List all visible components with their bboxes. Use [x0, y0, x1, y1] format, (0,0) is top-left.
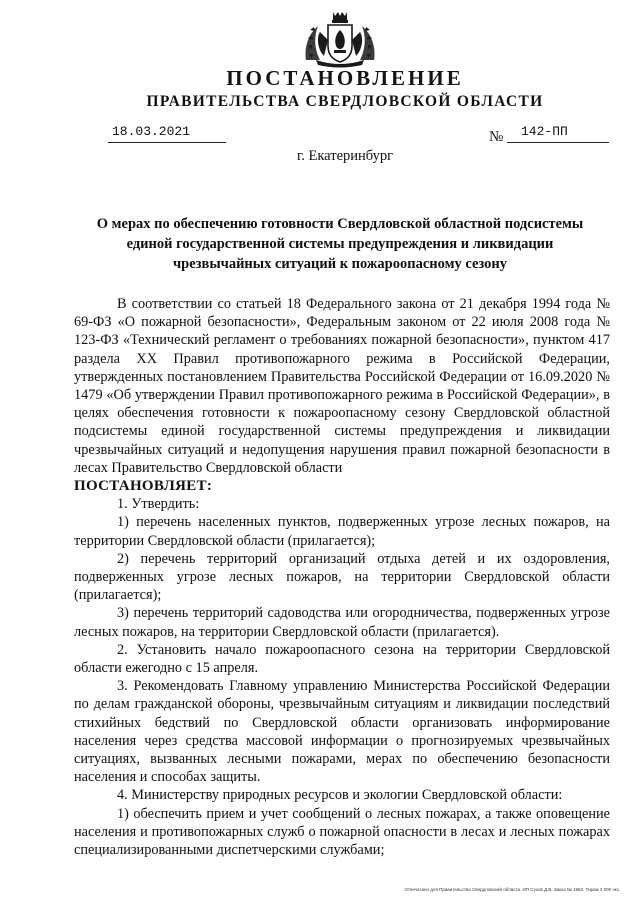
heading-line: чрезвычайных ситуаций к пожароопасному сезону — [172, 256, 508, 272]
heading-line: О мерах по обеспечению готовности Свердловской областной подсистемы — [96, 216, 584, 232]
number-sign: № — [489, 129, 504, 145]
preamble-paragraph: В соответствии со статьей 18 Федерального закона от 21 декабря 1994 года № 69-ФЗ «О пожарной безопасности», Федеральным законом от 22 июля 2008 года № 123-ФЗ «Технический регламент о требованиях пожарной безопасности», пунктом 417 раздела XX Правил противопожарного режима в Российской Федерации, утвержденных постановлением Правительства Российской Федерации от 16.09.2020 № 1479 «Об утверждении Правил противопожарного режима в Российской Федерации», в целях обеспечения готовности к пожароопасному сезону Свердловской областной подсистемы единой государственной системы предупреждения и ликвидации чрезвычайных ситуаций и недопущения нарушения правил пожарной безопасности в лесах Правительство Свердловской области — [74, 296, 610, 476]
print-imprint: Отпечатано для Правительства Свердловской области. ИП Сухов Д.В. Заказ № 1963. Тираж 2 000 экз. — [404, 887, 620, 892]
heading-line: единой государственной системы предупреждения и ликвидации — [126, 236, 554, 252]
clause-2: 2. Установить начало пожароопасного сезона на территории Свердловской области ежегодно с 15 апреля. — [74, 641, 610, 677]
decree-word: ПОСТАНОВЛЯЕТ: — [74, 478, 213, 495]
clause-4-item-1: 1) обеспечить прием и учет сообщений о лесных пожарах, а также оповещение населения и противопожарных служб о пожарной опасности в лесах и лесных пожарах специализированными диспетчерскими службами; — [74, 805, 610, 859]
clause-4: 4. Министерству природных ресурсов и экологии Свердловской области: — [117, 787, 563, 804]
document-city: г. Екатеринбург — [296, 148, 394, 164]
coat-of-arms-icon — [300, 10, 380, 70]
clause-1-item-2: 2) перечень территорий организаций отдыха детей и их оздоровления, подверженных угрозе лесных пожаров, на территории Свердловской области (прилагается); — [74, 550, 610, 604]
document-title: ПОСТАНОВЛЕНИЕ — [226, 66, 464, 90]
clause-1-item-1: 1) перечень населенных пунктов, подверженных угрозе лесных пожаров, на территории Свердловской области (прилагается); — [74, 514, 610, 549]
clause-3: 3. Рекомендовать Главному управлению Министерства Российской Федерации по делам гражданской обороны, чрезвычайным ситуациям и ликвидации последствий стихийных бедствий по Свердловской области организовать информирование населения через средства массовой информации о прогнозируемых чрезвычайных ситуациях, вызванных лесными пожарами, мерах по обеспечению безопасности населения и способах защиты. — [74, 678, 610, 786]
issuing-authority: ПРАВИТЕЛЬСТВА СВЕРДЛОВСКОЙ ОБЛАСТИ — [146, 93, 544, 110]
document-body — [74, 295, 610, 859]
document-date: 18.03.2021 — [108, 123, 226, 143]
document-number: 142-ПП — [507, 123, 609, 143]
clause-1-item-3: 3) перечень территорий садоводства или огородничества, подверженных угрозе лесных пожаров, на территории Свердловской области (прилагается). — [74, 605, 610, 640]
document-heading — [80, 214, 600, 274]
clause-1: 1. Утвердить: — [117, 496, 200, 513]
